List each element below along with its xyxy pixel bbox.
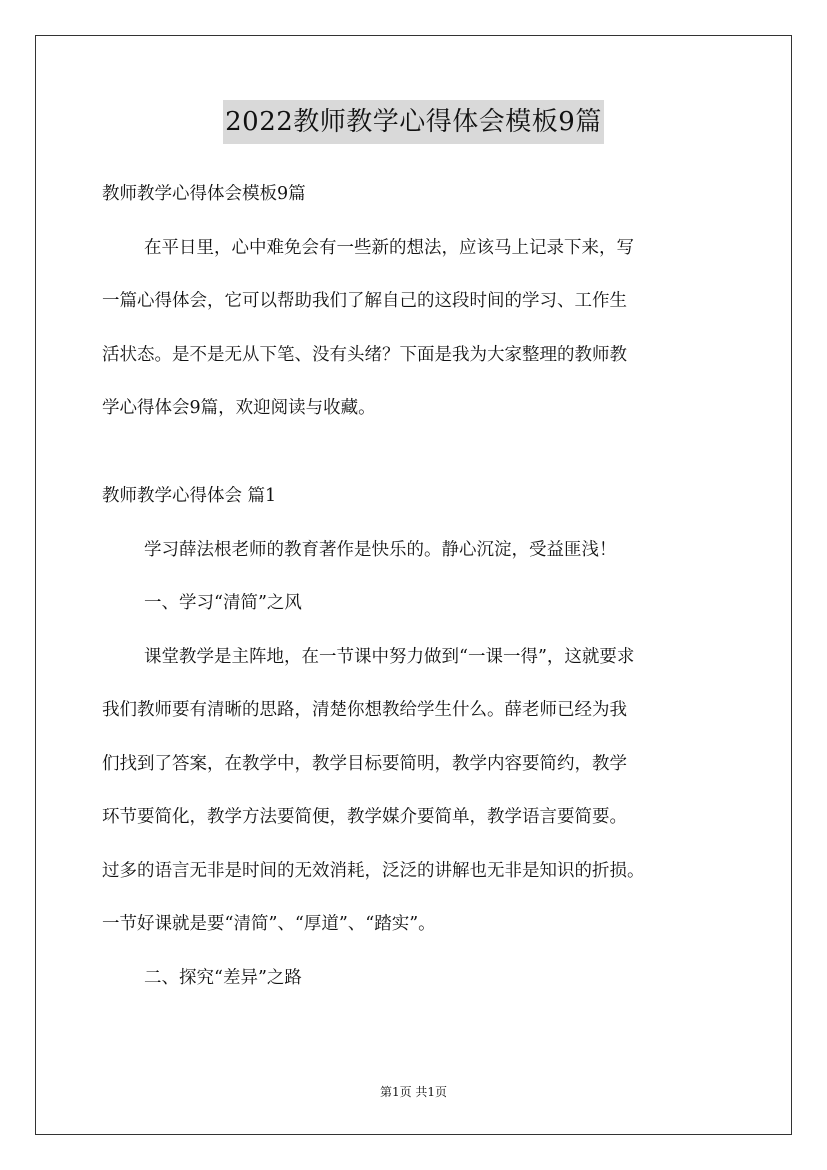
document-title: 2022教师教学心得体会模板9篇 xyxy=(223,100,604,144)
title-container xyxy=(0,100,827,144)
document-body xyxy=(102,177,742,1014)
section-paragraph-line: 我们教师要有清晰的思路，清楚你想教给学生什么。薛老师已经为我 xyxy=(102,700,627,720)
intro-paragraph-line: 在平日里，心中难免会有一些新的想法，应该马上记录下来，写 xyxy=(144,237,634,258)
subheading-2: 二、探究“差异”之路 xyxy=(144,967,302,988)
section-paragraph-line: 课堂教学是主阵地，在一节课中努力做到“一课一得”，这就要求 xyxy=(144,646,635,667)
section-paragraph-line: 环节要简化，教学方法要简便，教学媒介要简单，教学语言要简要。 xyxy=(102,807,627,827)
section-paragraph-line: 一节好课就是要“清简”、“厚道”、“踏实”。 xyxy=(102,914,436,934)
section-heading: 教师教学心得体会 篇1 xyxy=(102,486,277,506)
section-paragraph-line: 学习薛法根老师的教育著作是快乐的。静心沉淀，受益匪浅！ xyxy=(144,539,617,560)
page-number: 第1页 共1页 xyxy=(379,1085,448,1099)
section-paragraph-line: 们找到了答案，在教学中，教学目标要简明，教学内容要简约，教学 xyxy=(102,753,627,774)
page-footer xyxy=(0,1083,827,1100)
intro-paragraph-line: 活状态。是不是无从下笔、没有头绪？下面是我为大家整理的教师教 xyxy=(102,344,627,365)
intro-paragraph-line: 一篇心得体会，它可以帮助我们了解自己的这段时间的学习、工作生 xyxy=(102,291,627,311)
document-subtitle: 教师教学心得体会模板9篇 xyxy=(102,184,306,204)
subheading-1: 一、学习“清简”之风 xyxy=(144,593,302,613)
section-paragraph-line: 过多的语言无非是时间的无效消耗，泛泛的讲解也无非是知识的折损。 xyxy=(102,860,645,881)
intro-paragraph-line: 学心得体会9篇，欢迎阅读与收藏。 xyxy=(102,398,376,418)
